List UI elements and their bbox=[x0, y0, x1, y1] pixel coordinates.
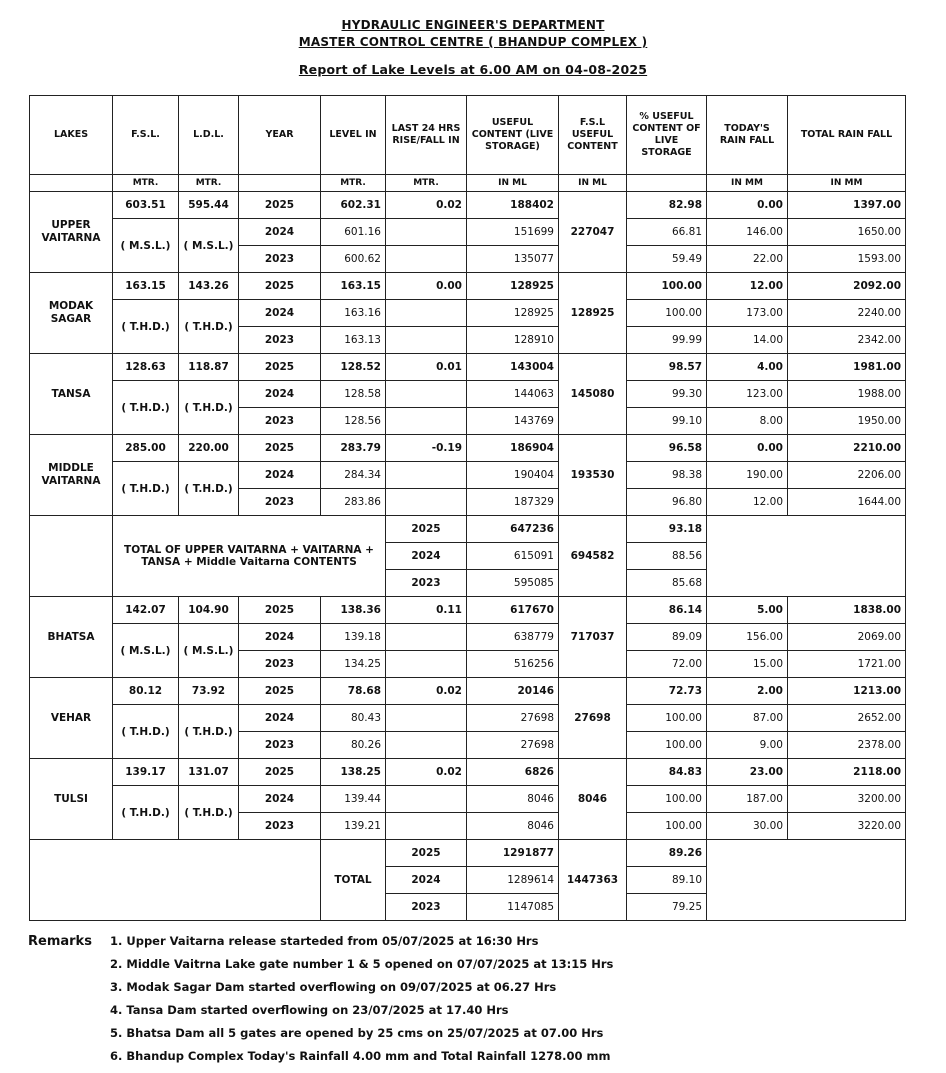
today-rain-cell: 0.00 bbox=[707, 192, 788, 219]
useful-content-cell: 1291877 bbox=[467, 840, 559, 867]
fsl-value: 128.63 bbox=[113, 354, 179, 381]
unit-pct bbox=[627, 175, 707, 192]
useful-content-cell: 615091 bbox=[467, 543, 559, 570]
fsl-useful-content: 717037 bbox=[559, 597, 627, 678]
year-cell: 2024 bbox=[239, 381, 321, 408]
col-rise: LAST 24 HRS RISE/FALL IN bbox=[386, 96, 467, 175]
table-row bbox=[30, 705, 906, 732]
table-row bbox=[30, 381, 906, 408]
percent-cell: 100.00 bbox=[627, 705, 707, 732]
fsl-useful-content: 193530 bbox=[559, 435, 627, 516]
total-rain-cell: 3200.00 bbox=[788, 786, 906, 813]
useful-content-cell: 128925 bbox=[467, 300, 559, 327]
year-cell: 2024 bbox=[386, 543, 467, 570]
percent-cell: 89.26 bbox=[627, 840, 707, 867]
today-rain-cell: 8.00 bbox=[707, 408, 788, 435]
ldl-datum: ( T.H.D.) bbox=[179, 462, 239, 516]
today-rain-cell: 87.00 bbox=[707, 705, 788, 732]
percent-cell: 79.25 bbox=[627, 894, 707, 921]
table-row bbox=[30, 462, 906, 489]
today-rain-cell: 146.00 bbox=[707, 219, 788, 246]
rise-fall-cell bbox=[386, 327, 467, 354]
percent-cell: 96.58 bbox=[627, 435, 707, 462]
level-cell: 283.86 bbox=[321, 489, 386, 516]
table-row bbox=[30, 354, 906, 381]
fsl-datum: ( T.H.D.) bbox=[113, 381, 179, 435]
useful-content-cell: 647236 bbox=[467, 516, 559, 543]
year-cell: 2025 bbox=[239, 435, 321, 462]
total-rain-cell: 2210.00 bbox=[788, 435, 906, 462]
useful-content-cell: 187329 bbox=[467, 489, 559, 516]
rise-fall-cell bbox=[386, 813, 467, 840]
useful-content-cell: 190404 bbox=[467, 462, 559, 489]
year-cell: 2025 bbox=[386, 516, 467, 543]
fsl-value: 603.51 bbox=[113, 192, 179, 219]
total-rain-cell: 1988.00 bbox=[788, 381, 906, 408]
level-cell: 139.44 bbox=[321, 786, 386, 813]
ldl-value: 118.87 bbox=[179, 354, 239, 381]
year-cell: 2023 bbox=[239, 651, 321, 678]
today-rain-cell: 30.00 bbox=[707, 813, 788, 840]
year-cell: 2025 bbox=[239, 597, 321, 624]
level-cell: 163.15 bbox=[321, 273, 386, 300]
ldl-value: 220.00 bbox=[179, 435, 239, 462]
total-rain-cell: 1397.00 bbox=[788, 192, 906, 219]
subtotal-label: TOTAL OF UPPER VAITARNA + VAITARNA + TANSA + Middle Vaitarna CONTENTS bbox=[113, 516, 386, 597]
col-lakes: LAKES bbox=[30, 96, 113, 175]
remark-item: 1. Upper Vaitarna release starteded from 05/07/2025 at 16:30 Hrs bbox=[110, 934, 539, 948]
table-row bbox=[30, 624, 906, 651]
remarks-title: Remarks bbox=[28, 934, 92, 949]
year-cell: 2025 bbox=[239, 354, 321, 381]
year-cell: 2025 bbox=[386, 840, 467, 867]
lake-name: TULSI bbox=[30, 759, 113, 840]
unit-today-rain: IN MM bbox=[707, 175, 788, 192]
level-cell: 128.58 bbox=[321, 381, 386, 408]
today-rain-cell: 15.00 bbox=[707, 651, 788, 678]
table-row bbox=[30, 759, 906, 786]
level-cell: 602.31 bbox=[321, 192, 386, 219]
today-rain-cell: 156.00 bbox=[707, 624, 788, 651]
rise-fall-cell bbox=[386, 786, 467, 813]
percent-cell: 100.00 bbox=[627, 813, 707, 840]
fsl-datum: ( T.H.D.) bbox=[113, 462, 179, 516]
ldl-datum: ( T.H.D.) bbox=[179, 705, 239, 759]
today-rain-cell: 12.00 bbox=[707, 489, 788, 516]
fsl-useful-content: 227047 bbox=[559, 192, 627, 273]
level-cell: 139.21 bbox=[321, 813, 386, 840]
percent-cell: 89.09 bbox=[627, 624, 707, 651]
blank-cell bbox=[30, 516, 113, 597]
today-rain-cell: 9.00 bbox=[707, 732, 788, 759]
lake-name: BHATSA bbox=[30, 597, 113, 678]
remark-item: 3. Modak Sagar Dam started overflowing on 09/07/2025 at 06.27 Hrs bbox=[110, 980, 557, 994]
fsl-value: 163.15 bbox=[113, 273, 179, 300]
year-cell: 2025 bbox=[239, 273, 321, 300]
rise-fall-cell: -0.19 bbox=[386, 435, 467, 462]
ldl-value: 143.26 bbox=[179, 273, 239, 300]
unit-level: MTR. bbox=[321, 175, 386, 192]
rise-fall-cell bbox=[386, 462, 467, 489]
col-year: YEAR bbox=[239, 96, 321, 175]
useful-content-cell: 151699 bbox=[467, 219, 559, 246]
year-cell: 2023 bbox=[239, 327, 321, 354]
table-row bbox=[30, 435, 906, 462]
remark-item: 5. Bhatsa Dam all 5 gates are opened by 25 cms on 25/07/2025 at 07.00 Hrs bbox=[110, 1026, 604, 1040]
level-cell: 128.52 bbox=[321, 354, 386, 381]
year-cell: 2024 bbox=[239, 624, 321, 651]
total-rain-cell: 2378.00 bbox=[788, 732, 906, 759]
rise-fall-cell: 0.00 bbox=[386, 273, 467, 300]
year-cell: 2023 bbox=[239, 489, 321, 516]
useful-content-cell: 617670 bbox=[467, 597, 559, 624]
today-rain-cell: 23.00 bbox=[707, 759, 788, 786]
total-rain-cell: 2118.00 bbox=[788, 759, 906, 786]
level-cell: 163.13 bbox=[321, 327, 386, 354]
total-rain-cell: 1593.00 bbox=[788, 246, 906, 273]
level-cell: 138.25 bbox=[321, 759, 386, 786]
col-ldl: L.D.L. bbox=[179, 96, 239, 175]
today-rain-cell: 187.00 bbox=[707, 786, 788, 813]
year-cell: 2025 bbox=[239, 678, 321, 705]
year-cell: 2024 bbox=[239, 300, 321, 327]
col-fsl: F.S.L. bbox=[113, 96, 179, 175]
year-cell: 2024 bbox=[239, 219, 321, 246]
level-cell: 601.16 bbox=[321, 219, 386, 246]
percent-cell: 89.10 bbox=[627, 867, 707, 894]
table-row bbox=[30, 597, 906, 624]
useful-content-cell: 8046 bbox=[467, 786, 559, 813]
fsl-useful-content: 145080 bbox=[559, 354, 627, 435]
today-rain-cell: 5.00 bbox=[707, 597, 788, 624]
lake-name: MIDDLE VAITARNA bbox=[30, 435, 113, 516]
ldl-value: 104.90 bbox=[179, 597, 239, 624]
year-cell: 2024 bbox=[239, 462, 321, 489]
total-label: TOTAL bbox=[321, 840, 386, 921]
useful-content-cell: 128925 bbox=[467, 273, 559, 300]
col-useful: USEFUL CONTENT (LIVE STORAGE) bbox=[467, 96, 559, 175]
useful-content-cell: 516256 bbox=[467, 651, 559, 678]
rise-fall-cell bbox=[386, 408, 467, 435]
fsl-datum: ( T.H.D.) bbox=[113, 705, 179, 759]
year-cell: 2024 bbox=[386, 867, 467, 894]
lake-name: UPPER VAITARNA bbox=[30, 192, 113, 273]
total-rain-cell: 1650.00 bbox=[788, 219, 906, 246]
today-rain-cell: 12.00 bbox=[707, 273, 788, 300]
fsl-value: 139.17 bbox=[113, 759, 179, 786]
unit-year bbox=[239, 175, 321, 192]
ldl-value: 595.44 bbox=[179, 192, 239, 219]
percent-cell: 100.00 bbox=[627, 273, 707, 300]
year-cell: 2024 bbox=[239, 786, 321, 813]
remark-item: 6. Bhandup Complex Today's Rainfall 4.00 mm and Total Rainfall 1278.00 mm bbox=[110, 1049, 611, 1063]
level-cell: 163.16 bbox=[321, 300, 386, 327]
today-rain-cell: 2.00 bbox=[707, 678, 788, 705]
unit-rise: MTR. bbox=[386, 175, 467, 192]
year-cell: 2023 bbox=[239, 246, 321, 273]
blank-cell bbox=[30, 840, 321, 921]
unit-header-row bbox=[30, 175, 906, 192]
year-cell: 2025 bbox=[239, 759, 321, 786]
unit-fsl-useful: IN ML bbox=[559, 175, 627, 192]
ldl-value: 131.07 bbox=[179, 759, 239, 786]
rise-fall-cell bbox=[386, 624, 467, 651]
percent-cell: 99.10 bbox=[627, 408, 707, 435]
useful-content-cell: 8046 bbox=[467, 813, 559, 840]
report-title: Report of Lake Levels at 6.00 AM on 04-08-2025 bbox=[298, 62, 648, 77]
remarks-list bbox=[110, 932, 613, 1070]
fsl-value: 80.12 bbox=[113, 678, 179, 705]
useful-content-cell: 595085 bbox=[467, 570, 559, 597]
useful-content-cell: 1289614 bbox=[467, 867, 559, 894]
unit-lakes bbox=[30, 175, 113, 192]
today-rain-cell: 22.00 bbox=[707, 246, 788, 273]
total-rain-cell: 1213.00 bbox=[788, 678, 906, 705]
remark-item: 2. Middle Vaitrna Lake gate number 1 & 5 opened on 07/07/2025 at 13:15 Hrs bbox=[110, 957, 614, 971]
level-cell: 128.56 bbox=[321, 408, 386, 435]
level-cell: 283.79 bbox=[321, 435, 386, 462]
fsl-value: 142.07 bbox=[113, 597, 179, 624]
unit-useful: IN ML bbox=[467, 175, 559, 192]
rise-fall-cell bbox=[386, 732, 467, 759]
useful-content-cell: 143769 bbox=[467, 408, 559, 435]
table-row bbox=[30, 219, 906, 246]
percent-cell: 99.99 bbox=[627, 327, 707, 354]
fsl-useful-content: 128925 bbox=[559, 273, 627, 354]
col-total-rain: TOTAL RAIN FALL bbox=[788, 96, 906, 175]
col-today-rain: TODAY'S RAIN FALL bbox=[707, 96, 788, 175]
total-rain-cell: 3220.00 bbox=[788, 813, 906, 840]
column-header-row bbox=[30, 96, 906, 175]
total-rain-cell: 2206.00 bbox=[788, 462, 906, 489]
department-title: HYDRAULIC ENGINEER'S DEPARTMENT bbox=[341, 18, 605, 32]
percent-cell: 88.56 bbox=[627, 543, 707, 570]
useful-content-cell: 143004 bbox=[467, 354, 559, 381]
year-cell: 2024 bbox=[239, 705, 321, 732]
fsl-useful-content: 1447363 bbox=[559, 840, 627, 921]
rise-fall-cell bbox=[386, 705, 467, 732]
rise-fall-cell bbox=[386, 651, 467, 678]
rise-fall-cell bbox=[386, 219, 467, 246]
total-rain-cell: 2069.00 bbox=[788, 624, 906, 651]
percent-cell: 82.98 bbox=[627, 192, 707, 219]
useful-content-cell: 188402 bbox=[467, 192, 559, 219]
useful-content-cell: 20146 bbox=[467, 678, 559, 705]
centre-title: MASTER CONTROL CENTRE ( BHANDUP COMPLEX ) bbox=[298, 35, 648, 49]
fsl-useful-content: 27698 bbox=[559, 678, 627, 759]
ldl-datum: ( M.S.L.) bbox=[179, 219, 239, 273]
percent-cell: 98.57 bbox=[627, 354, 707, 381]
percent-cell: 85.68 bbox=[627, 570, 707, 597]
remark-item: 4. Tansa Dam started overflowing on 23/07/2025 at 17.40 Hrs bbox=[110, 1003, 509, 1017]
year-cell: 2023 bbox=[386, 570, 467, 597]
total-rain-cell: 2240.00 bbox=[788, 300, 906, 327]
blank-cell bbox=[707, 840, 906, 921]
ldl-datum: ( T.H.D.) bbox=[179, 786, 239, 840]
year-cell: 2023 bbox=[239, 732, 321, 759]
table-row bbox=[30, 300, 906, 327]
rise-fall-cell: 0.02 bbox=[386, 759, 467, 786]
col-fsl-useful: F.S.L USEFUL CONTENT bbox=[559, 96, 627, 175]
today-rain-cell: 0.00 bbox=[707, 435, 788, 462]
table-row bbox=[30, 786, 906, 813]
total-rain-cell: 1950.00 bbox=[788, 408, 906, 435]
table-row bbox=[30, 678, 906, 705]
table-row bbox=[30, 273, 906, 300]
col-pct: % USEFUL CONTENT OF LIVE STORAGE bbox=[627, 96, 707, 175]
ldl-value: 73.92 bbox=[179, 678, 239, 705]
rise-fall-cell: 0.01 bbox=[386, 354, 467, 381]
rise-fall-cell: 0.02 bbox=[386, 678, 467, 705]
percent-cell: 99.30 bbox=[627, 381, 707, 408]
today-rain-cell: 4.00 bbox=[707, 354, 788, 381]
percent-cell: 100.00 bbox=[627, 300, 707, 327]
useful-content-cell: 186904 bbox=[467, 435, 559, 462]
total-rain-cell: 1721.00 bbox=[788, 651, 906, 678]
today-rain-cell: 190.00 bbox=[707, 462, 788, 489]
level-cell: 78.68 bbox=[321, 678, 386, 705]
fsl-value: 285.00 bbox=[113, 435, 179, 462]
ldl-datum: ( T.H.D.) bbox=[179, 300, 239, 354]
year-cell: 2023 bbox=[239, 408, 321, 435]
today-rain-cell: 14.00 bbox=[707, 327, 788, 354]
fsl-useful-content: 694582 bbox=[559, 516, 627, 597]
total-rain-cell: 2652.00 bbox=[788, 705, 906, 732]
col-level: LEVEL IN bbox=[321, 96, 386, 175]
unit-fsl: MTR. bbox=[113, 175, 179, 192]
level-cell: 284.34 bbox=[321, 462, 386, 489]
percent-cell: 66.81 bbox=[627, 219, 707, 246]
level-cell: 80.43 bbox=[321, 705, 386, 732]
blank-cell bbox=[707, 516, 906, 597]
fsl-useful-content: 8046 bbox=[559, 759, 627, 840]
rise-fall-cell bbox=[386, 381, 467, 408]
percent-cell: 72.00 bbox=[627, 651, 707, 678]
level-cell: 139.18 bbox=[321, 624, 386, 651]
level-cell: 134.25 bbox=[321, 651, 386, 678]
useful-content-cell: 27698 bbox=[467, 705, 559, 732]
total-rain-cell: 1981.00 bbox=[788, 354, 906, 381]
percent-cell: 93.18 bbox=[627, 516, 707, 543]
level-cell: 80.26 bbox=[321, 732, 386, 759]
lake-levels-table bbox=[29, 95, 906, 921]
useful-content-cell: 144063 bbox=[467, 381, 559, 408]
total-rain-cell: 1838.00 bbox=[788, 597, 906, 624]
ldl-datum: ( M.S.L.) bbox=[179, 624, 239, 678]
useful-content-cell: 1147085 bbox=[467, 894, 559, 921]
lake-name: TANSA bbox=[30, 354, 113, 435]
percent-cell: 72.73 bbox=[627, 678, 707, 705]
year-cell: 2023 bbox=[239, 813, 321, 840]
rise-fall-cell: 0.02 bbox=[386, 192, 467, 219]
level-cell: 138.36 bbox=[321, 597, 386, 624]
lake-name: VEHAR bbox=[30, 678, 113, 759]
useful-content-cell: 638779 bbox=[467, 624, 559, 651]
useful-content-cell: 27698 bbox=[467, 732, 559, 759]
total-rain-cell: 2092.00 bbox=[788, 273, 906, 300]
today-rain-cell: 123.00 bbox=[707, 381, 788, 408]
useful-content-cell: 6826 bbox=[467, 759, 559, 786]
useful-content-cell: 128910 bbox=[467, 327, 559, 354]
fsl-datum: ( M.S.L.) bbox=[113, 219, 179, 273]
year-cell: 2023 bbox=[386, 894, 467, 921]
fsl-datum: ( T.H.D.) bbox=[113, 300, 179, 354]
fsl-datum: ( T.H.D.) bbox=[113, 786, 179, 840]
percent-cell: 96.80 bbox=[627, 489, 707, 516]
percent-cell: 84.83 bbox=[627, 759, 707, 786]
percent-cell: 100.00 bbox=[627, 786, 707, 813]
unit-ldl: MTR. bbox=[179, 175, 239, 192]
rise-fall-cell bbox=[386, 300, 467, 327]
level-cell: 600.62 bbox=[321, 246, 386, 273]
summary-row bbox=[30, 840, 906, 867]
total-rain-cell: 1644.00 bbox=[788, 489, 906, 516]
percent-cell: 59.49 bbox=[627, 246, 707, 273]
rise-fall-cell: 0.11 bbox=[386, 597, 467, 624]
percent-cell: 98.38 bbox=[627, 462, 707, 489]
year-cell: 2025 bbox=[239, 192, 321, 219]
useful-content-cell: 135077 bbox=[467, 246, 559, 273]
ldl-datum: ( T.H.D.) bbox=[179, 381, 239, 435]
table-row bbox=[30, 192, 906, 219]
total-rain-cell: 2342.00 bbox=[788, 327, 906, 354]
percent-cell: 86.14 bbox=[627, 597, 707, 624]
rise-fall-cell bbox=[386, 246, 467, 273]
today-rain-cell: 173.00 bbox=[707, 300, 788, 327]
summary-row bbox=[30, 516, 906, 543]
percent-cell: 100.00 bbox=[627, 732, 707, 759]
lake-name: MODAK SAGAR bbox=[30, 273, 113, 354]
unit-total-rain: IN MM bbox=[788, 175, 906, 192]
rise-fall-cell bbox=[386, 489, 467, 516]
fsl-datum: ( M.S.L.) bbox=[113, 624, 179, 678]
